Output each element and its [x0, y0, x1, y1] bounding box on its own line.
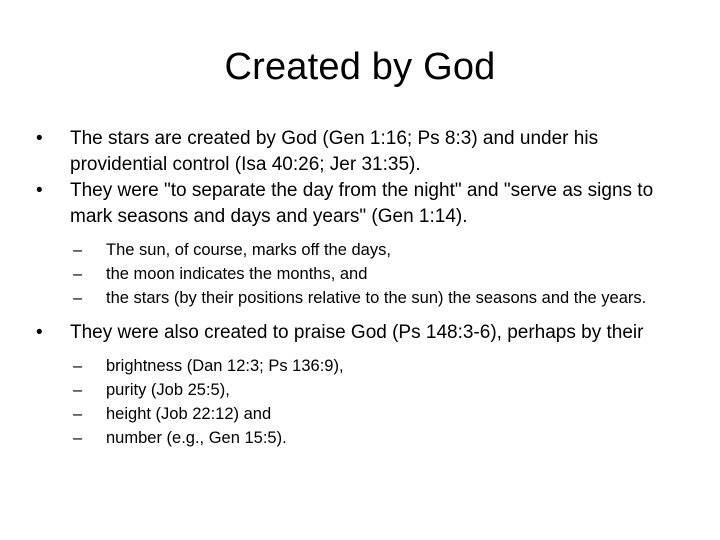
sub-bullet-text: the stars (by their positions relative to the sun) the seasons and the years.	[106, 289, 647, 307]
sub-bullet-item	[36, 262, 686, 286]
bullet-item	[36, 320, 686, 346]
sub-bullet-item	[36, 426, 686, 450]
dash-marker: –	[73, 405, 83, 423]
sub-bullet-item	[36, 238, 686, 262]
sub-bullet-text: brightness (Dan 12:3; Ps 136:9),	[106, 357, 344, 375]
sub-bullet-text: the moon indicates the months, and	[106, 265, 368, 283]
slide-title: Created by God	[224, 46, 496, 88]
dash-marker: –	[73, 241, 83, 259]
bullet-item	[36, 126, 686, 178]
sub-bullet-item	[36, 286, 686, 310]
bullet-item	[36, 178, 686, 230]
bullet-text: The stars are created by God (Gen 1:16; Ps 8:3) and under his providential control (Isa 40:26; Jer 31:35).	[70, 128, 599, 175]
slide-body	[36, 126, 686, 450]
sub-bullet-text: purity (Job 25:5),	[106, 381, 230, 399]
sub-bullet-item	[36, 402, 686, 426]
bullet-marker: •	[36, 322, 43, 343]
dash-marker: –	[73, 289, 83, 307]
bullet-text: They were also created to praise God (Ps 148:3-6), perhaps by their	[70, 322, 644, 343]
dash-marker: –	[73, 265, 83, 283]
bullet-text: They were "to separate the day from the night" and "serve as signs to mark seasons and days and years" (Gen 1:14).	[70, 180, 654, 227]
sub-bullet-item	[36, 378, 686, 402]
dash-marker: –	[73, 357, 83, 375]
sub-bullet-text: number (e.g., Gen 15:5).	[106, 429, 287, 447]
bullet-marker: •	[36, 180, 43, 201]
sub-bullet-item	[36, 354, 686, 378]
sub-bullet-text: height (Job 22:12) and	[106, 405, 272, 423]
bullet-marker: •	[36, 128, 43, 149]
dash-marker: –	[73, 429, 83, 447]
sub-bullet-text: The sun, of course, marks off the days,	[106, 241, 391, 259]
dash-marker: –	[73, 381, 83, 399]
